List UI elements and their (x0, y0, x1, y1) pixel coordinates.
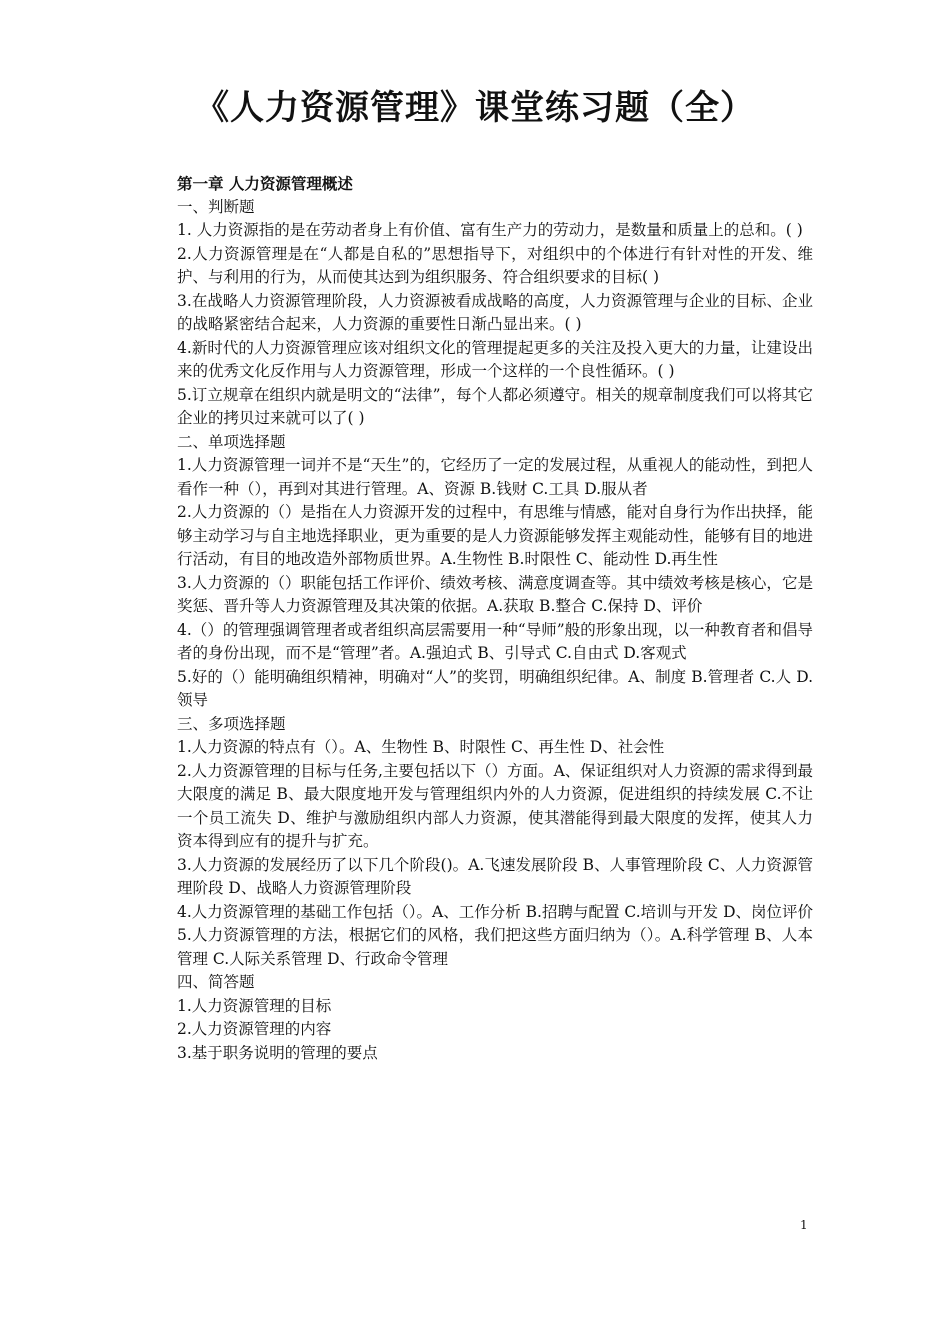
question-item: 1.人力资源的特点有（）。A、生物性 B、时限性 C、再生性 D、社会性 (177, 738, 665, 756)
question-item: 4.新时代的人力资源管理应该对组织文化的管理提起更多的关注及投入更大的力量，让建设出来的优秀文化反作用与人力资源管理，形成一个这样的一个良性循环。( ) (177, 338, 813, 380)
question-item: 1.人力资源管理一词并不是“天生”的，它经历了一定的发展过程，从重视人的能动性，到把人看作一种（），再到对其进行管理。A、资源 B.钱财 C.工具 D.服从者 (177, 456, 813, 498)
question-item: 3.在战略人力资源管理阶段，人力资源被看成战略的高度，人力资源管理与企业的目标、企业的战略紧密结合起来，人力资源的重要性日渐凸显出来。( ) (177, 291, 813, 333)
section-heading: 四、简答题 (177, 973, 255, 991)
chapter-heading: 第一章 人力资源管理概述 (177, 174, 353, 193)
document-title: 《人力资源管理》课堂练习题（全） (195, 88, 755, 128)
section-true-false (177, 196, 813, 431)
question-item: 5.人力资源管理的方法，根据它们的风格，我们把这些方面归纳为（）。A.科学管理 B、人本管理 C.人际关系管理 D、行政命令管理 (177, 926, 813, 968)
question-item: 3.基于职务说明的管理的要点 (177, 1043, 378, 1062)
section-short-answer (177, 971, 813, 1065)
page-number: 1 (800, 1218, 808, 1232)
question-item: 2.人力资源管理的内容 (177, 1020, 332, 1038)
question-item: 2.人力资源管理的目标与任务,主要包括以下（）方面。A、保证组织对人力资源的需求得到最大限度的满足 B、最大限度地开发与管理组织内外的人力资源，促进组织的持续发展 C.不让一个员工流失 D、维护与激励组织内部人力资源，使其潜能得到最大限度的发挥，使其人力资本得到应有的提升与扩充。 (177, 761, 813, 850)
section-heading: 二、单项选择题 (177, 432, 286, 451)
question-item: 3.人力资源的发展经历了以下几个阶段()。A.飞速发展阶段 B、人事管理阶段 C、人力资源管理阶段 D、战略人力资源管理阶段 (177, 855, 813, 897)
question-item: 5.订立规章在组织内就是明文的“法律”，每个人都必须遵守。相关的规章制度我们可以将其它企业的拷贝过来就可以了( ) (177, 385, 813, 427)
section-single-choice (177, 431, 813, 713)
section-multiple-choice (177, 713, 813, 972)
question-item: 4.人力资源管理的基础工作包括（）。A、工作分析 B.招聘与配置 C.培训与开发 D、岗位评价 (177, 902, 813, 921)
question-item: 1. 人力资源指的是在劳动者身上有价值、富有生产力的劳动力，是数量和质量上的总和。( ) (177, 221, 803, 239)
question-item: 2.人力资源的（）是指在人力资源开发的过程中，有思维与情感，能对自身行为作出抉择，能够主动学习与自主地选择职业，更为重要的是人力资源能够发挥主观能动性，能够有目的地进行活动，有目的地改造外部物质世界。A.生物性 B.时限性 C、能动性 D.再生性 (177, 503, 813, 568)
question-item: 2.人力资源管理是在“人都是自私的”思想指导下，对组织中的个体进行有针对性的开发、维护、与利用的行为，从而使其达到为组织服务、符合组织要求的目标( ) (177, 244, 813, 286)
question-item: 3.人力资源的（）职能包括工作评价、绩效考核、满意度调查等。其中绩效考核是核心，它是奖惩、晋升等人力资源管理及其决策的依据。A.获取 B.整合 C.保持 D、评价 (177, 573, 813, 615)
question-item: 4.（）的管理强调管理者或者组织高层需要用一种“导师”般的形象出现，以一种教育者和倡导者的身份出现，而不是“管理”者。A.强迫式 B、引导式 C.自由式 D.客观式 (177, 620, 813, 662)
section-heading: 一、判断题 (177, 197, 255, 216)
document-body (177, 172, 813, 1065)
question-item: 5.好的（）能明确组织精神，明确对“人”的奖罚，明确组织纪律。A、制度 B.管理者 C.人 D.领导 (177, 667, 813, 709)
section-heading: 三、多项选择题 (177, 714, 286, 733)
question-item: 1.人力资源管理的目标 (177, 996, 332, 1015)
